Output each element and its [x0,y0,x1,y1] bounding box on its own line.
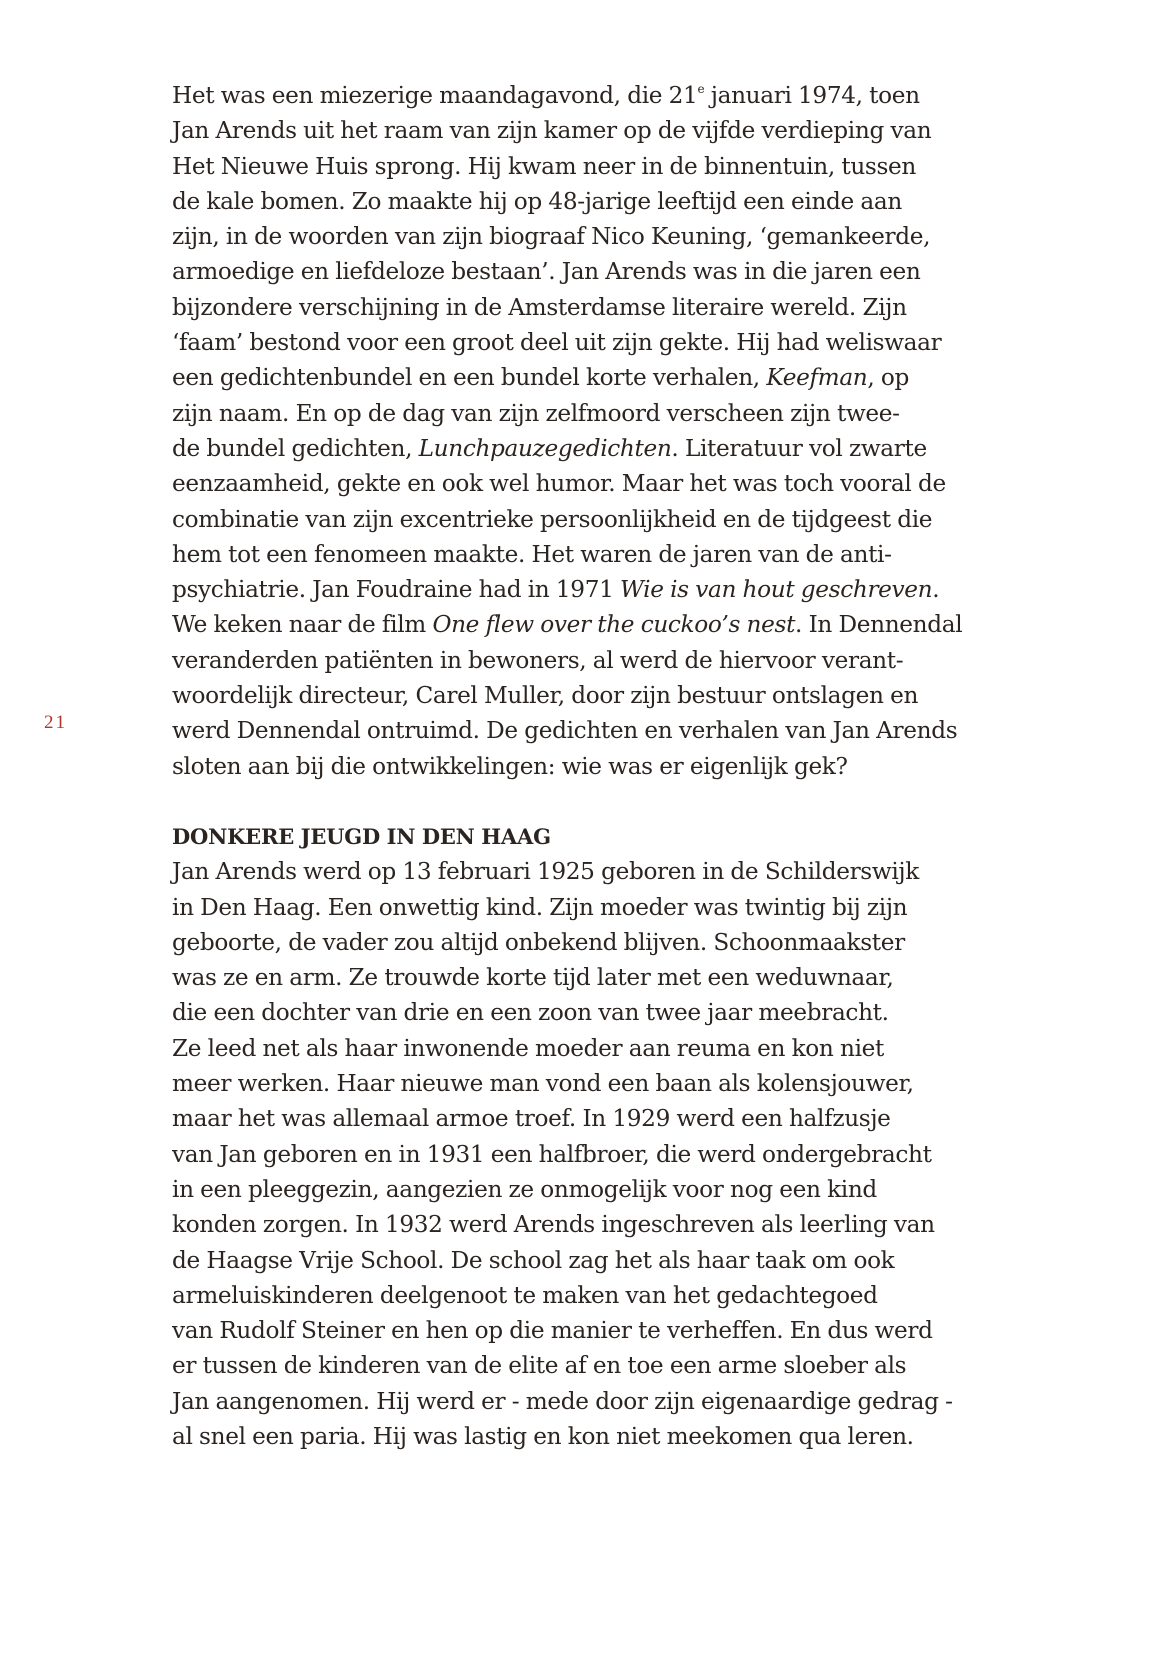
text-line [172,396,1052,431]
text-run: meer werken. Haar nieuwe man vond een baan als kolensjouwer, [172,1070,914,1098]
text-line [172,1348,1052,1383]
text-run: de bundel gedichten, [172,434,419,462]
text-line [172,607,1052,642]
text-run: Jan Arends werd op 13 februari 1925 geboren in de Schilderswijk [172,858,919,886]
text-run: , op [867,364,910,392]
text-run: er tussen de kinderen van de elite af en toe een arme sloeber als [172,1352,907,1380]
text-line [172,78,1052,113]
section-heading: DONKERE JEUGD IN DEN HAAG [172,823,551,849]
text-line [172,854,1052,889]
text-line [172,466,1052,501]
text-run: de Haagse Vrije School. De school zag het als haar taak om ook [172,1246,895,1274]
page-number: 21 [44,712,67,733]
text-run: eenzaamheid, gekte en ook wel humor. Maar het was toch vooral de [172,470,946,498]
text-line [172,537,1052,572]
text-line [172,431,1052,466]
text-line [172,360,1052,395]
text-line [172,219,1052,254]
section-spacer [172,784,1052,819]
text-line [172,502,1052,537]
superscript: e [697,82,705,96]
italic-title: Lunchpauzegedichten [418,434,672,462]
text-line [172,1172,1052,1207]
text-run: Het Nieuwe Huis sprong. Hij kwam neer in de binnentuin, tussen [172,152,916,180]
text-line [172,1278,1052,1313]
italic-title: Wie is van hout geschreven [620,576,933,604]
text-line [172,184,1052,219]
text-run: bijzondere verschijning in de Amsterdamse literaire wereld. Zijn [172,293,907,321]
text-run: combinatie van zijn excentrieke persoonlijkheid en de tijdgeest die [172,505,933,533]
text-line [172,572,1052,607]
text-line [172,1313,1052,1348]
text-line [172,678,1052,713]
text-run: een gedichtenbundel en een bundel korte verhalen, [172,364,767,392]
italic-title: Keefman [766,364,868,392]
text-run: zijn naam. En op de dag van zijn zelfmoord verscheen zijn twee- [172,399,900,427]
text-line [172,1137,1052,1172]
text-line [172,254,1052,289]
text-line [172,925,1052,960]
text-run: zijn, in de woorden van zijn biograaf Nico Keuning, ‘gemankeerde, [172,223,931,251]
text-line [172,1243,1052,1278]
text-run: was ze en arm. Ze trouwde korte tijd later met een weduwnaar, [172,964,894,992]
text-run: psychiatrie. Jan Foudraine had in 1971 [172,576,621,604]
text-run: die een dochter van drie en een zoon van twee jaar meebracht. [172,999,889,1027]
text-line [172,1384,1052,1419]
italic-title: One flew over the cuckoo’s nest [432,611,796,639]
text-line [172,1101,1052,1136]
text-line [172,113,1052,148]
text-line [172,960,1052,995]
text-line [172,325,1052,360]
text-run: veranderden patiënten in bewoners, al werd de hiervoor verant- [172,646,904,674]
text-run: geboorte, de vader zou altijd onbekend blijven. Schoonmaakster [172,928,905,956]
text-run: in een pleeggezin, aangezien ze onmogelijk voor nog een kind [172,1175,877,1203]
body-text [172,78,1052,1454]
text-run: van Jan geboren en in 1931 een halfbroer, die werd ondergebracht [172,1140,932,1168]
text-run: . Literatuur vol zwarte [671,434,927,462]
text-line [172,995,1052,1030]
text-run: armeluiskinderen deelgenoot te maken van het gedachtegoed [172,1281,878,1309]
section-donkere-jeugd [172,854,1052,1454]
text-run: armoedige en liefdeloze bestaan’. Jan Arends was in die jaren een [172,258,921,286]
text-run: ‘faam’ bestond voor een groot deel uit zijn gekte. Hij had weliswaar [172,329,942,357]
text-line [172,290,1052,325]
text-run: Jan Arends uit het raam van zijn kamer op de vijfde verdieping van [172,117,932,145]
text-line [172,1419,1052,1454]
section-intro [172,78,1052,784]
text-run: . [932,576,940,604]
text-run: Ze leed net als haar inwonende moeder aan reuma en kon niet [172,1034,885,1062]
text-run: konden zorgen. In 1932 werd Arends ingeschreven als leerling van [172,1211,935,1239]
text-run: sloten aan bij die ontwikkelingen: wie was er eigenlijk gek? [172,752,848,780]
text-line [172,890,1052,925]
text-line [172,713,1052,748]
text-run: werd Dennendal ontruimd. De gedichten en verhalen van Jan Arends [172,717,958,745]
text-run: Jan aangenomen. Hij werd er - mede door zijn eigenaardige gedrag - [172,1387,953,1415]
text-line [172,149,1052,184]
text-run: maar het was allemaal armoe troef. In 1929 werd een halfzusje [172,1105,891,1133]
text-run: januari 1974, toen [704,82,920,109]
text-run: van Rudolf Steiner en hen op die manier te verheffen. En dus werd [172,1317,933,1345]
text-run: . In Dennendal [795,611,963,639]
text-run: al snel een paria. Hij was lastig en kon niet meekomen qua leren. [172,1422,914,1450]
text-line [172,643,1052,678]
text-line [172,1066,1052,1101]
text-line [172,749,1052,784]
text-run: Het was een miezerige maandagavond, die 21 [172,82,698,109]
text-run: in Den Haag. Een onwettig kind. Zijn moeder was twintig bij zijn [172,893,908,921]
text-run: We keken naar de film [172,611,433,639]
text-line [172,1031,1052,1066]
text-run: de kale bomen. Zo maakte hij op 48-jarige leeftijd een einde aan [172,187,902,215]
text-run: hem tot een fenomeen maakte. Het waren de jaren van de anti- [172,540,892,568]
text-line [172,1207,1052,1242]
text-run: woordelijk directeur, Carel Muller, door zijn bestuur ontslagen en [172,682,919,710]
